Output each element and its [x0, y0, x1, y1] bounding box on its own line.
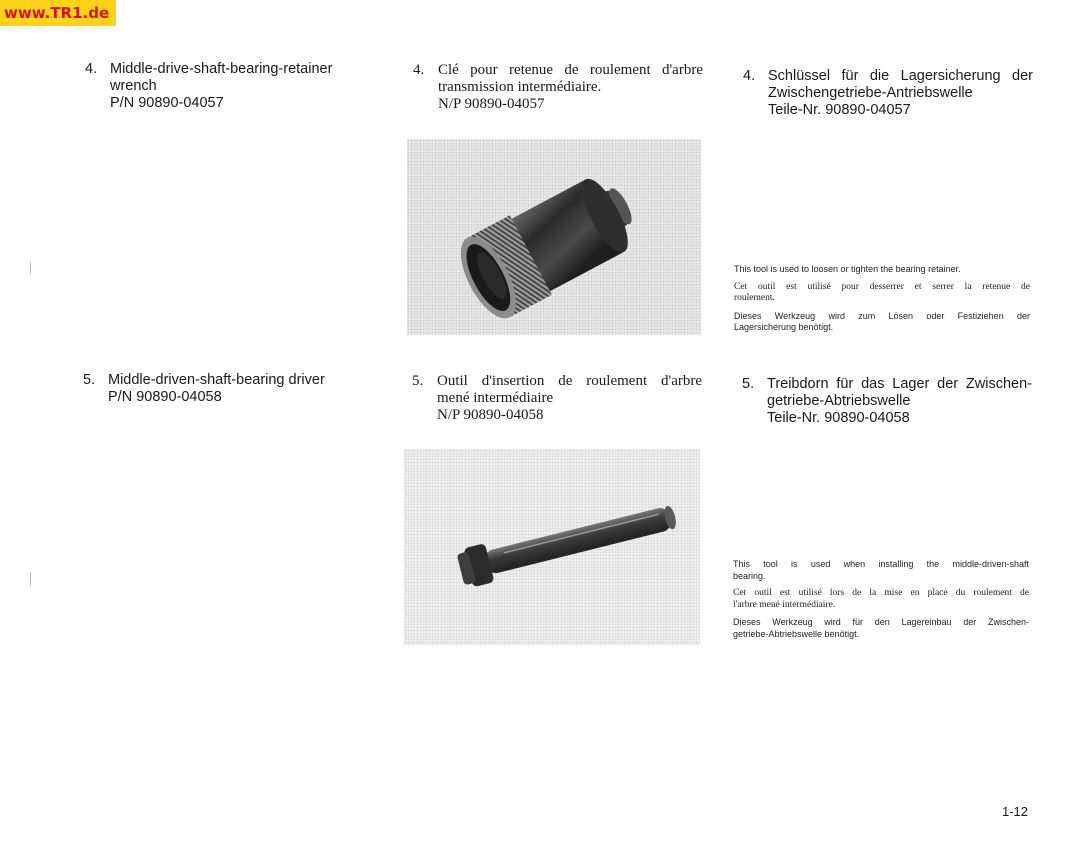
usage-note-item-4 [734, 264, 1030, 340]
item-number: 4. [85, 61, 98, 77]
part-number: P/N 90890-04058 [108, 389, 222, 405]
scan-mark [30, 572, 31, 586]
note-french: Cet outil est utilisé pour desserrer et serrer la retenue de roulement. [734, 281, 1030, 303]
item-4-english [85, 61, 375, 112]
scan-mark [30, 262, 31, 274]
part-number: P/N 90890-04057 [110, 95, 224, 111]
page-number: 1-12 [1002, 804, 1029, 819]
part-number: Teile-Nr. 90890-04058 [767, 410, 910, 426]
usage-note-item-5 [733, 559, 1029, 646]
driver-image [404, 449, 700, 645]
item-number: 4. [413, 62, 425, 78]
item-title: getriebe-Abtriebswelle [767, 393, 911, 409]
item-4-german [743, 68, 1033, 119]
note-english: This tool is used to loosen or tighten the bearing retainer. [734, 264, 961, 274]
watermark-banner[interactable]: www.TR1.de [0, 0, 116, 26]
item-title: wrench [110, 78, 157, 94]
part-number: N/P 90890-04057 [438, 96, 545, 112]
item-title: Schlüssel für die Lagersicherung der [768, 68, 1033, 84]
item-title: mené intermédiaire [437, 390, 554, 406]
item-number: 5. [412, 373, 424, 389]
item-title: Clé pour retenue de roulement d'arbre [438, 62, 703, 78]
item-5-english [83, 372, 373, 406]
note-german: Dieses Werkzeug wird zum Lösen oder Festiziehen der Lagersicherung benötigt. [734, 310, 1030, 332]
item-4-french [413, 62, 703, 113]
tool-photo-bearing-driver [404, 449, 700, 645]
wrench-image [407, 139, 701, 335]
item-title: Outil d'insertion de roulement d'arbre [437, 373, 702, 389]
tool-photo-bearing-retainer-wrench [407, 139, 701, 335]
part-number: N/P 90890-04058 [437, 407, 544, 423]
note-french: Cet outil est utilisé lors de la mise en place du roulement de l'arbre mené intermédiaire. [733, 588, 1029, 610]
item-title: Treibdorn für das Lager der Zwischen- [767, 376, 1032, 392]
item-title: Middle-drive-shaft-bearing-retainer [110, 61, 333, 77]
note-german: Dieses Werkzeug wird für den Lagereinbau der Zwischen- getriebe-Abtriebswelle benötigt. [733, 617, 1029, 639]
item-number: 5. [83, 372, 96, 388]
item-title: transmission intermédiaire. [438, 79, 602, 95]
item-title: Middle-driven-shaft-bearing driver [108, 372, 325, 388]
item-number: 4. [743, 68, 756, 84]
note-english: This tool is used when installing the middle-driven-shaft bearing. [733, 559, 1029, 581]
item-number: 5. [742, 376, 755, 392]
item-5-french [412, 373, 702, 424]
item-5-german [742, 376, 1032, 427]
item-title: Zwischengetriebe-Antriebswelle [768, 85, 973, 101]
part-number: Teile-Nr. 90890-04057 [768, 102, 911, 118]
